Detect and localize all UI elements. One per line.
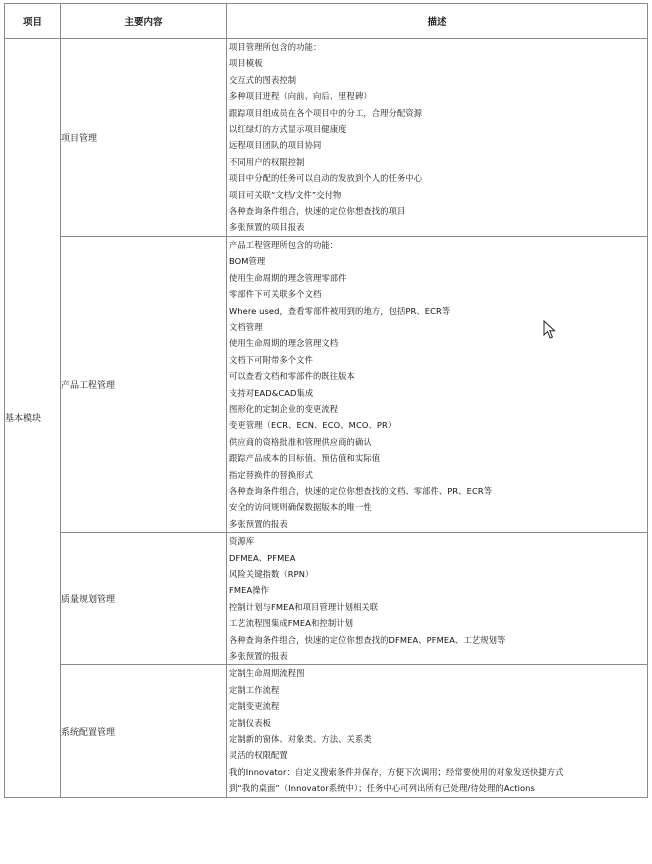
module-name-cell: 质量规划管理	[61, 533, 227, 665]
description-cell	[227, 665, 648, 797]
description-line: 以红绿灯的方式显示项目健康度	[229, 124, 347, 135]
description-line: 不同用户的权限控制	[229, 156, 305, 167]
description-line: 多张预置的报表	[229, 651, 288, 662]
description-line: 多种项目进程（向前、向后、里程碑）	[229, 91, 372, 102]
description-line: 控制计划与FMEA和项目管理计划相关联	[229, 601, 379, 612]
description-line: 支持对EAD&CAD集成	[229, 387, 314, 398]
description-line: 远程项目团队的项目协同	[229, 140, 322, 151]
description-line: 定制生命周期流程图	[229, 668, 305, 679]
description-line: 可以查看文档和零部件的既往版本	[229, 371, 355, 382]
table-row	[5, 533, 648, 665]
description-line: 项目可关联“文档/文件”交付物	[229, 189, 342, 200]
description-line: Where used，查看零部件被用到的地方，包括PR、ECR等	[229, 305, 451, 316]
module-name-cell: 系统配置管理	[61, 665, 227, 797]
table-row	[5, 236, 648, 532]
table-row	[5, 665, 648, 797]
module-name-cell: 项目管理	[61, 39, 227, 237]
description-line: 灵活的权限配置	[229, 750, 288, 761]
description-line: 各种查询条件组合，快速的定位你想查找的文档、零部件、PR、ECR等	[229, 485, 493, 496]
description-line: 交互式的图表控制	[229, 74, 297, 85]
description-line: 到“我的桌面”（Innovator系统中）；任务中心可列出所有已处理/待处理的Actions	[229, 783, 535, 794]
description-line: 产品工程管理所包含的功能：	[229, 239, 339, 250]
description-line: 文档管理	[229, 321, 263, 332]
description-line: 多张预置的项目报表	[229, 222, 305, 233]
description-line: 各种查询条件组合，快速的定位你想查找的项目	[229, 206, 406, 217]
module-name-cell: 产品工程管理	[61, 236, 227, 532]
module-table	[4, 3, 648, 798]
description-line: BOM管理	[229, 256, 266, 267]
description-line: 文档下可附带多个文件	[229, 354, 313, 365]
description-line: 风险关键指数（RPN）	[229, 569, 314, 579]
header-description: 描述	[227, 4, 648, 39]
table-row	[5, 39, 648, 237]
description-line: 资源库	[229, 536, 255, 547]
description-line: 项目管理所包含的功能：	[229, 42, 322, 52]
description-line: 定制新的窗体、对象类、方法、关系类	[229, 734, 372, 745]
header-row	[5, 4, 648, 39]
table-body	[5, 39, 648, 798]
description-cell	[227, 533, 648, 665]
description-line: 变更管理（ECR、ECN、ECO、MCO、PR）	[229, 420, 397, 431]
description-cell	[227, 236, 648, 532]
category-cell: 基本模块	[5, 39, 61, 798]
description-line: 项目中分配的任务可以自动的发放到个人的任务中心	[229, 173, 423, 184]
mouse-pointer-icon	[543, 320, 557, 340]
header-main-content: 主要内容	[61, 4, 227, 39]
description-line: 定制仪表板	[229, 717, 271, 728]
header-project: 项目	[5, 4, 61, 39]
description-line: 多张预置的报表	[229, 518, 288, 529]
description-line: 工艺流程图集成FMEA和控制计划	[229, 618, 354, 629]
description-line: 项目模板	[229, 58, 263, 69]
description-line: 零部件下可关联多个文档	[229, 289, 322, 300]
description-line: 指定替换件的替换形式	[229, 469, 313, 480]
description-line: 图形化的定制企业的变更流程	[229, 403, 339, 414]
description-line: 安全的访问规则确保数据版本的唯一性	[229, 502, 372, 513]
description-line: 各种查询条件组合，快速的定位你想查找的DFMEA、PFMEA、工艺规划等	[229, 634, 506, 645]
description-line: 我的Innovator：自定义搜索条件并保存，方便下次调用；经常要使用的对象发送快捷方式	[229, 766, 564, 777]
description-line: 跟踪项目组成员在各个项目中的分工，合理分配资源	[229, 107, 423, 118]
description-line: 定制变更流程	[229, 701, 280, 712]
description-line: 跟踪产品成本的目标值、预估值和实际值	[229, 453, 381, 464]
description-line: 定制工作流程	[229, 684, 280, 695]
description-cell	[227, 39, 648, 237]
description-line: 供应商的资格批准和管理供应商的确认	[229, 436, 372, 447]
description-line: 使用生命周期的理念管理文档	[229, 338, 339, 349]
description-line: FMEA操作	[229, 585, 270, 596]
description-line: 使用生命周期的理念管理零部件	[229, 272, 347, 283]
description-line: DFMEA、PFMEA	[229, 552, 296, 563]
